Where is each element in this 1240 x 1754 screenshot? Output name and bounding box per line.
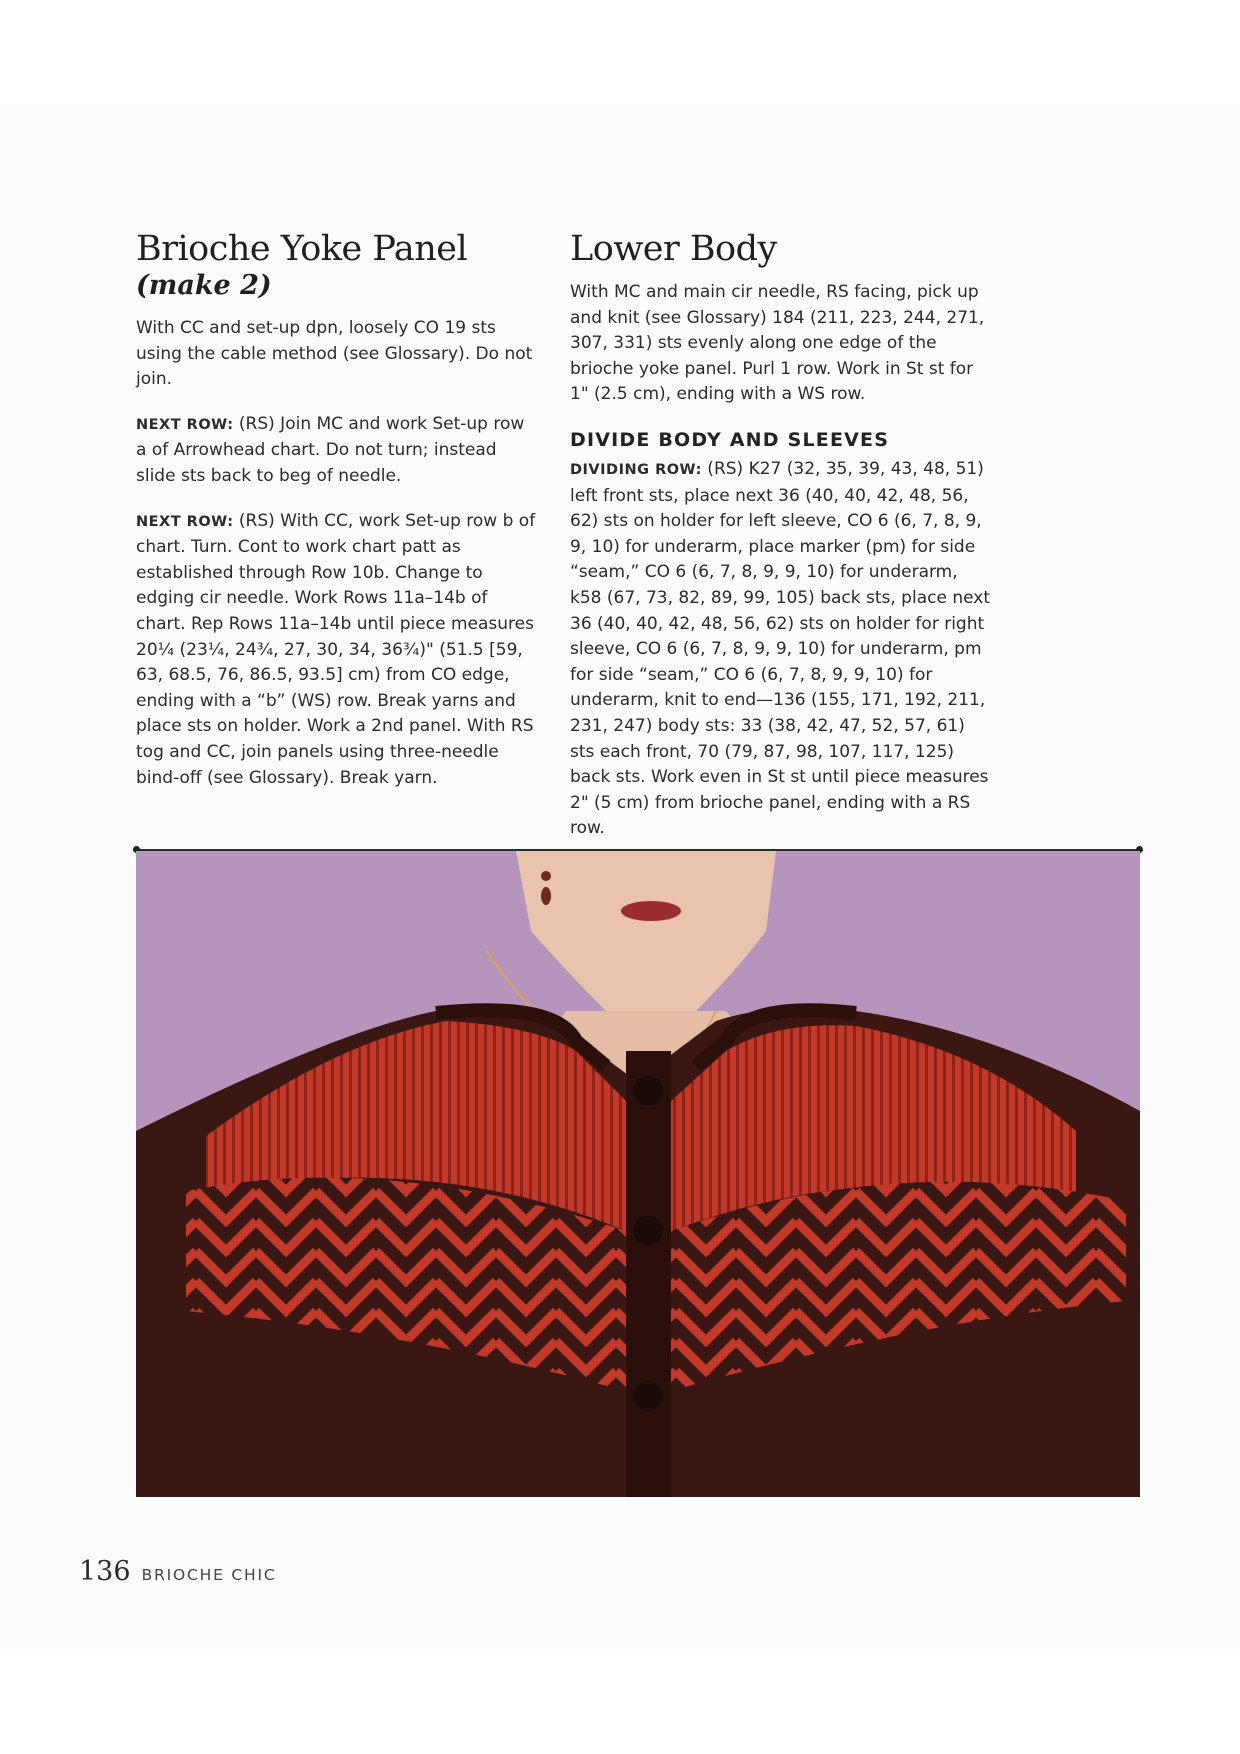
- instruction-paragraph-next-row-1: [136, 412, 536, 490]
- run-in-label: NEXT ROW:: [136, 513, 234, 530]
- instruction-paragraph-next-row-2: [136, 509, 536, 792]
- subsection-title-divide-body: DIVIDE BODY AND SLEEVES: [570, 428, 890, 451]
- run-in-label: NEXT ROW:: [136, 416, 234, 433]
- instruction-text: (RS) With CC, work Set-up row b of chart. Turn. Cont to work chart patt as established through Row 10b. Change to edging cir needle. Work Rows 11a–14b of chart. Rep Rows 11a–14b until piece measures 20¼ (23¼, 24¾, 27, 30, 34, 36¾)" (51.5 [59, 63, 68.5, 76, 86.5, 93.5] cm) from CO edge, ending with a “b” (WS) row. Break yarns and place sts on holder. Work a 2nd panel. With RS tog and CC, join panels using three-needle bind-off (see Glossary). Break yarn.: [136, 510, 536, 788]
- instruction-text: (RS) Join MC and work Set-up row a of Arrowhead chart. Do not turn; instead slide sts back to beg of needle.: [136, 413, 525, 486]
- instruction-paragraph: With CC and set-up dpn, loosely CO 19 sts using the cable method (see Glossary). Do not join.: [136, 318, 533, 390]
- right-column: [570, 228, 990, 861]
- running-title: BRIOCHE CHIC: [141, 1566, 277, 1584]
- run-in-label: DIVIDING ROW:: [570, 461, 702, 478]
- left-column: [136, 228, 536, 810]
- page-number: 136: [79, 1556, 131, 1587]
- sweater-photo-illustration: [136, 851, 1140, 1497]
- section-title-lower-body: Lower Body: [570, 229, 777, 269]
- section-title-brioche-yoke-panel: Brioche Yoke Panel: [136, 229, 468, 269]
- instruction-paragraph-dividing-row: [570, 457, 990, 842]
- instruction-paragraph: With MC and main cir needle, RS facing, pick up and knit (see Glossary) 184 (211, 223, 244, 271, 307, 331) sts evenly along one edge of the brioche yoke panel. Purl 1 row. Work in St st for 1" (2.5 cm), ending with a WS row.: [570, 282, 985, 405]
- sweater-photo: [136, 851, 1140, 1497]
- instruction-text: (RS) K27 (32, 35, 39, 43, 48, 51) left front sts, place next 36 (40, 40, 42, 48, 56, 62) sts on holder for left sleeve, CO 6 (6, 7, 8, 9, 9, 10) for underarm, place marker (pm) for side “seam,” CO 6 (6, 7, 8, 9, 9, 10) for underarm, k58 (67, 73, 82, 89, 99, 105) back sts, place next 36 (40, 40, 42, 48, 56, 62) sts on holder for right sleeve, CO 6 (6, 7, 8, 9, 9, 10) for underarm, pm for side “seam,” CO 6 (6, 7, 8, 9, 9, 10) for underarm, knit to end—136 (155, 171, 192, 211, 231, 247) body sts: 33 (38, 42, 47, 52, 57, 61) sts each front, 70 (79, 87, 98, 107, 117, 125) back sts. Work even in St st until piece measures 2" (5 cm) from brioche panel, ending with a RS row.: [570, 458, 990, 839]
- page-footer: [79, 1556, 277, 1587]
- section-subtitle-make-2: (make 2): [136, 270, 272, 301]
